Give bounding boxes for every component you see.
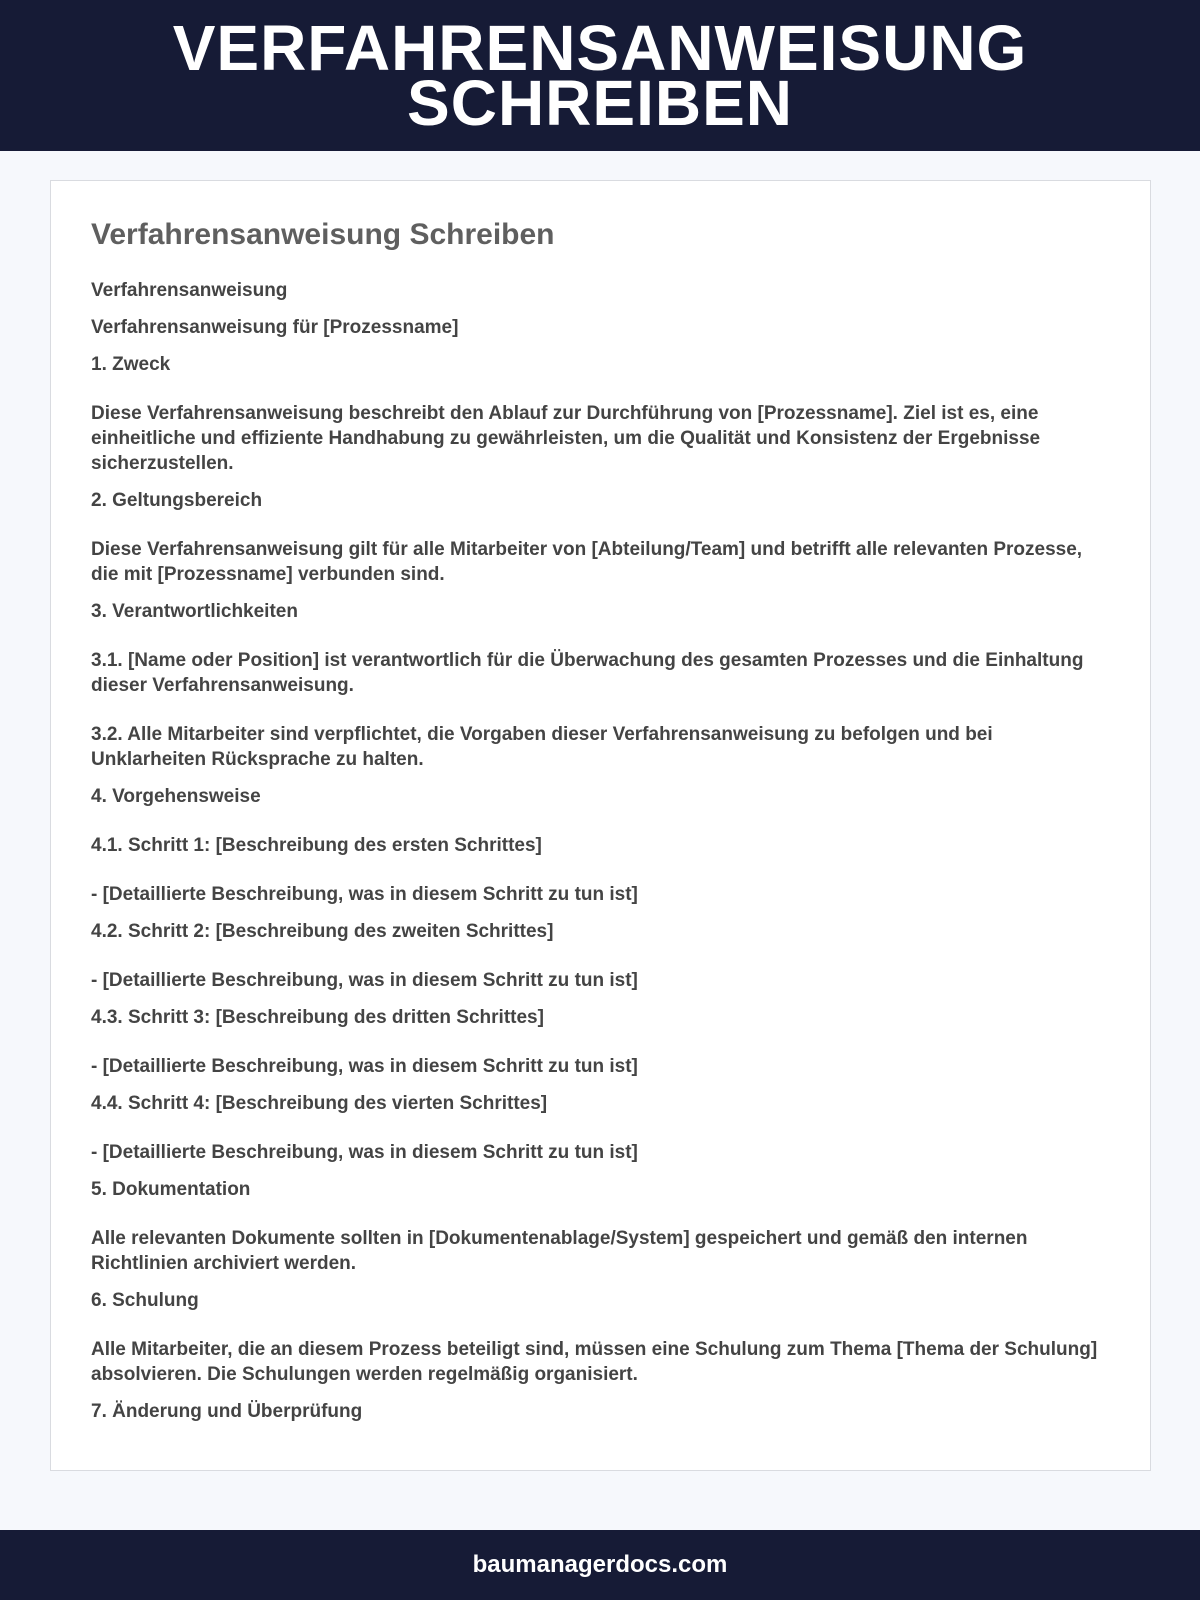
step-heading: 4.1. Schritt 1: [Beschreibung des ersten Schrittes] (91, 835, 542, 856)
page-header-banner (0, 0, 1200, 151)
document-line: Verfahrensanweisung (91, 280, 288, 301)
page-footer (0, 1530, 1200, 1600)
step-heading: 4.4. Schritt 4: [Beschreibung des vierten Schrittes] (91, 1093, 548, 1114)
section-heading-zweck: 1. Zweck (91, 354, 171, 375)
document-paragraph: Diese Verfahrensanweisung gilt für alle Mitarbeiter von [Abteilung/Team] und betrifft alle relevanten Prozesse, die mit [Prozessname] verbunden sind. (91, 539, 1083, 585)
step-heading: 4.2. Schritt 2: [Beschreibung des zweiten Schrittes] (91, 921, 554, 942)
section-heading-aenderung: 7. Änderung und Überprüfung (91, 1401, 363, 1422)
document-card (50, 180, 1151, 1471)
document-body (91, 278, 1110, 1424)
step-detail: - [Detaillierte Beschreibung, was in diesem Schritt zu tun ist] (91, 1056, 638, 1077)
step-detail: - [Detaillierte Beschreibung, was in diesem Schritt zu tun ist] (91, 970, 638, 991)
step-detail: - [Detaillierte Beschreibung, was in diesem Schritt zu tun ist] (91, 884, 638, 905)
page-header-title: VERFAHRENSANWEISUNG SCHREIBEN (172, 11, 1028, 139)
step-heading: 4.3. Schritt 3: [Beschreibung des dritten Schrittes] (91, 1007, 544, 1028)
section-heading-geltungsbereich: 2. Geltungsbereich (91, 490, 263, 511)
document-line: Verfahrensanweisung für [Prozessname] (91, 317, 459, 338)
document-paragraph: Alle Mitarbeiter, die an diesem Prozess beteiligt sind, müssen eine Schulung zum Thema [Thema der Schulung] absolvieren. Die Schulungen werden regelmäßig organisiert. (91, 1339, 1098, 1385)
footer-site-name: baumanagerdocs.com (472, 1551, 728, 1578)
document-title: Verfahrensanweisung Schreiben (91, 218, 555, 251)
section-heading-dokumentation: 5. Dokumentation (91, 1179, 251, 1200)
step-detail: - [Detaillierte Beschreibung, was in diesem Schritt zu tun ist] (91, 1142, 638, 1163)
section-heading-verantwortlichkeiten: 3. Verantwortlichkeiten (91, 601, 298, 622)
section-heading-vorgehensweise: 4. Vorgehensweise (91, 786, 261, 807)
document-paragraph: Diese Verfahrensanweisung beschreibt den Ablauf zur Durchführung von [Prozessname]. Ziel ist es, eine einheitliche und effiziente Handhabung zu gewährleisten, um die Qualität und Konsistenz der Ergebnisse sicherzustellen. (91, 403, 1041, 474)
document-paragraph: 3.1. [Name oder Position] ist verantwortlich für die Überwachung des gesamten Prozesses und die Einhaltung dieser Verfahrensanweisung. (91, 650, 1084, 696)
document-paragraph: Alle relevanten Dokumente sollten in [Dokumentenablage/System] gespeichert und gemäß den internen Richtlinien archiviert werden. (91, 1228, 1028, 1274)
document-paragraph: 3.2. Alle Mitarbeiter sind verpflichtet, die Vorgaben dieser Verfahrensanweisung zu befolgen und bei Unklarheiten Rücksprache zu halten. (91, 724, 993, 770)
section-heading-schulung: 6. Schulung (91, 1290, 199, 1311)
